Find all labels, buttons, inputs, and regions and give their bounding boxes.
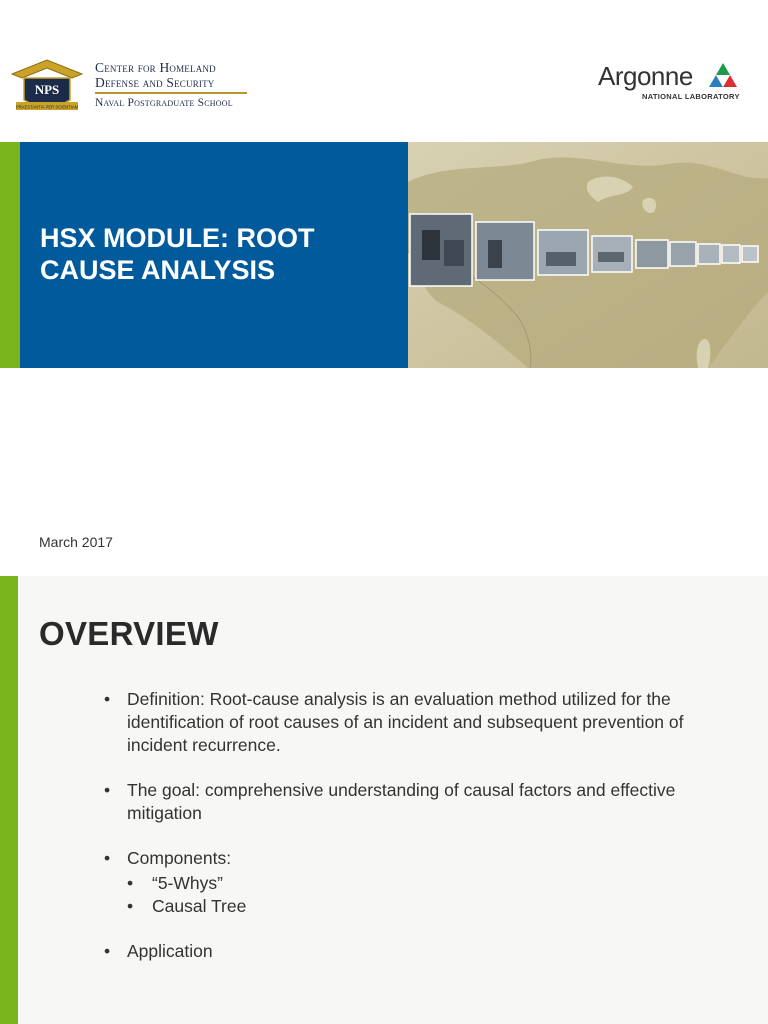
nps-wordmark — [95, 60, 255, 110]
title-panel — [20, 142, 408, 368]
bullet-goal: • The goal: comprehensive understanding of causal factors and effective mitigation — [104, 779, 724, 825]
argonne-subtitle: NATIONAL LABORATORY — [642, 92, 740, 101]
overview-slide — [0, 576, 768, 1024]
nps-gold-rule — [95, 92, 247, 94]
nps-center-label: Center for Homeland — [95, 60, 216, 75]
sub-bullet-causal-tree: • Causal Tree — [127, 895, 724, 918]
nps-department-label: Defense and Security — [95, 75, 215, 90]
bullet-components-label: Components: — [127, 848, 232, 868]
slide-title: HSX MODULE: ROOT CAUSE ANALYSIS — [40, 223, 315, 285]
svg-text:NPS: NPS — [34, 82, 60, 97]
argonne-triangle-icon — [708, 62, 738, 88]
components-sub-list — [127, 872, 724, 918]
nps-seal-logo — [10, 56, 84, 118]
accent-bar — [0, 576, 18, 1024]
argonne-logo — [598, 62, 738, 106]
svg-text:PRAESTANTIA PER SCIENTIAM: PRAESTANTIA PER SCIENTIAM — [15, 104, 79, 110]
presentation-date: March 2017 — [39, 534, 113, 550]
argonne-name: Argonne — [598, 61, 693, 91]
bullet-components — [104, 847, 724, 918]
bullet-list — [104, 688, 724, 985]
bullet-definition: • Definition: Root-cause analysis is an evaluation method utilized for the identification of root causes of an incident and subsequent prevention of incident recurrence. — [104, 688, 724, 757]
nps-school-label: Naval Postgraduate School — [95, 97, 233, 109]
sub-bullet-5-whys: • “5-Whys” — [127, 872, 724, 895]
slide-heading: OVERVIEW — [39, 615, 219, 652]
bullet-application: • Application — [104, 940, 724, 963]
us-map-photo-collage — [408, 142, 768, 368]
accent-bar — [0, 142, 20, 368]
